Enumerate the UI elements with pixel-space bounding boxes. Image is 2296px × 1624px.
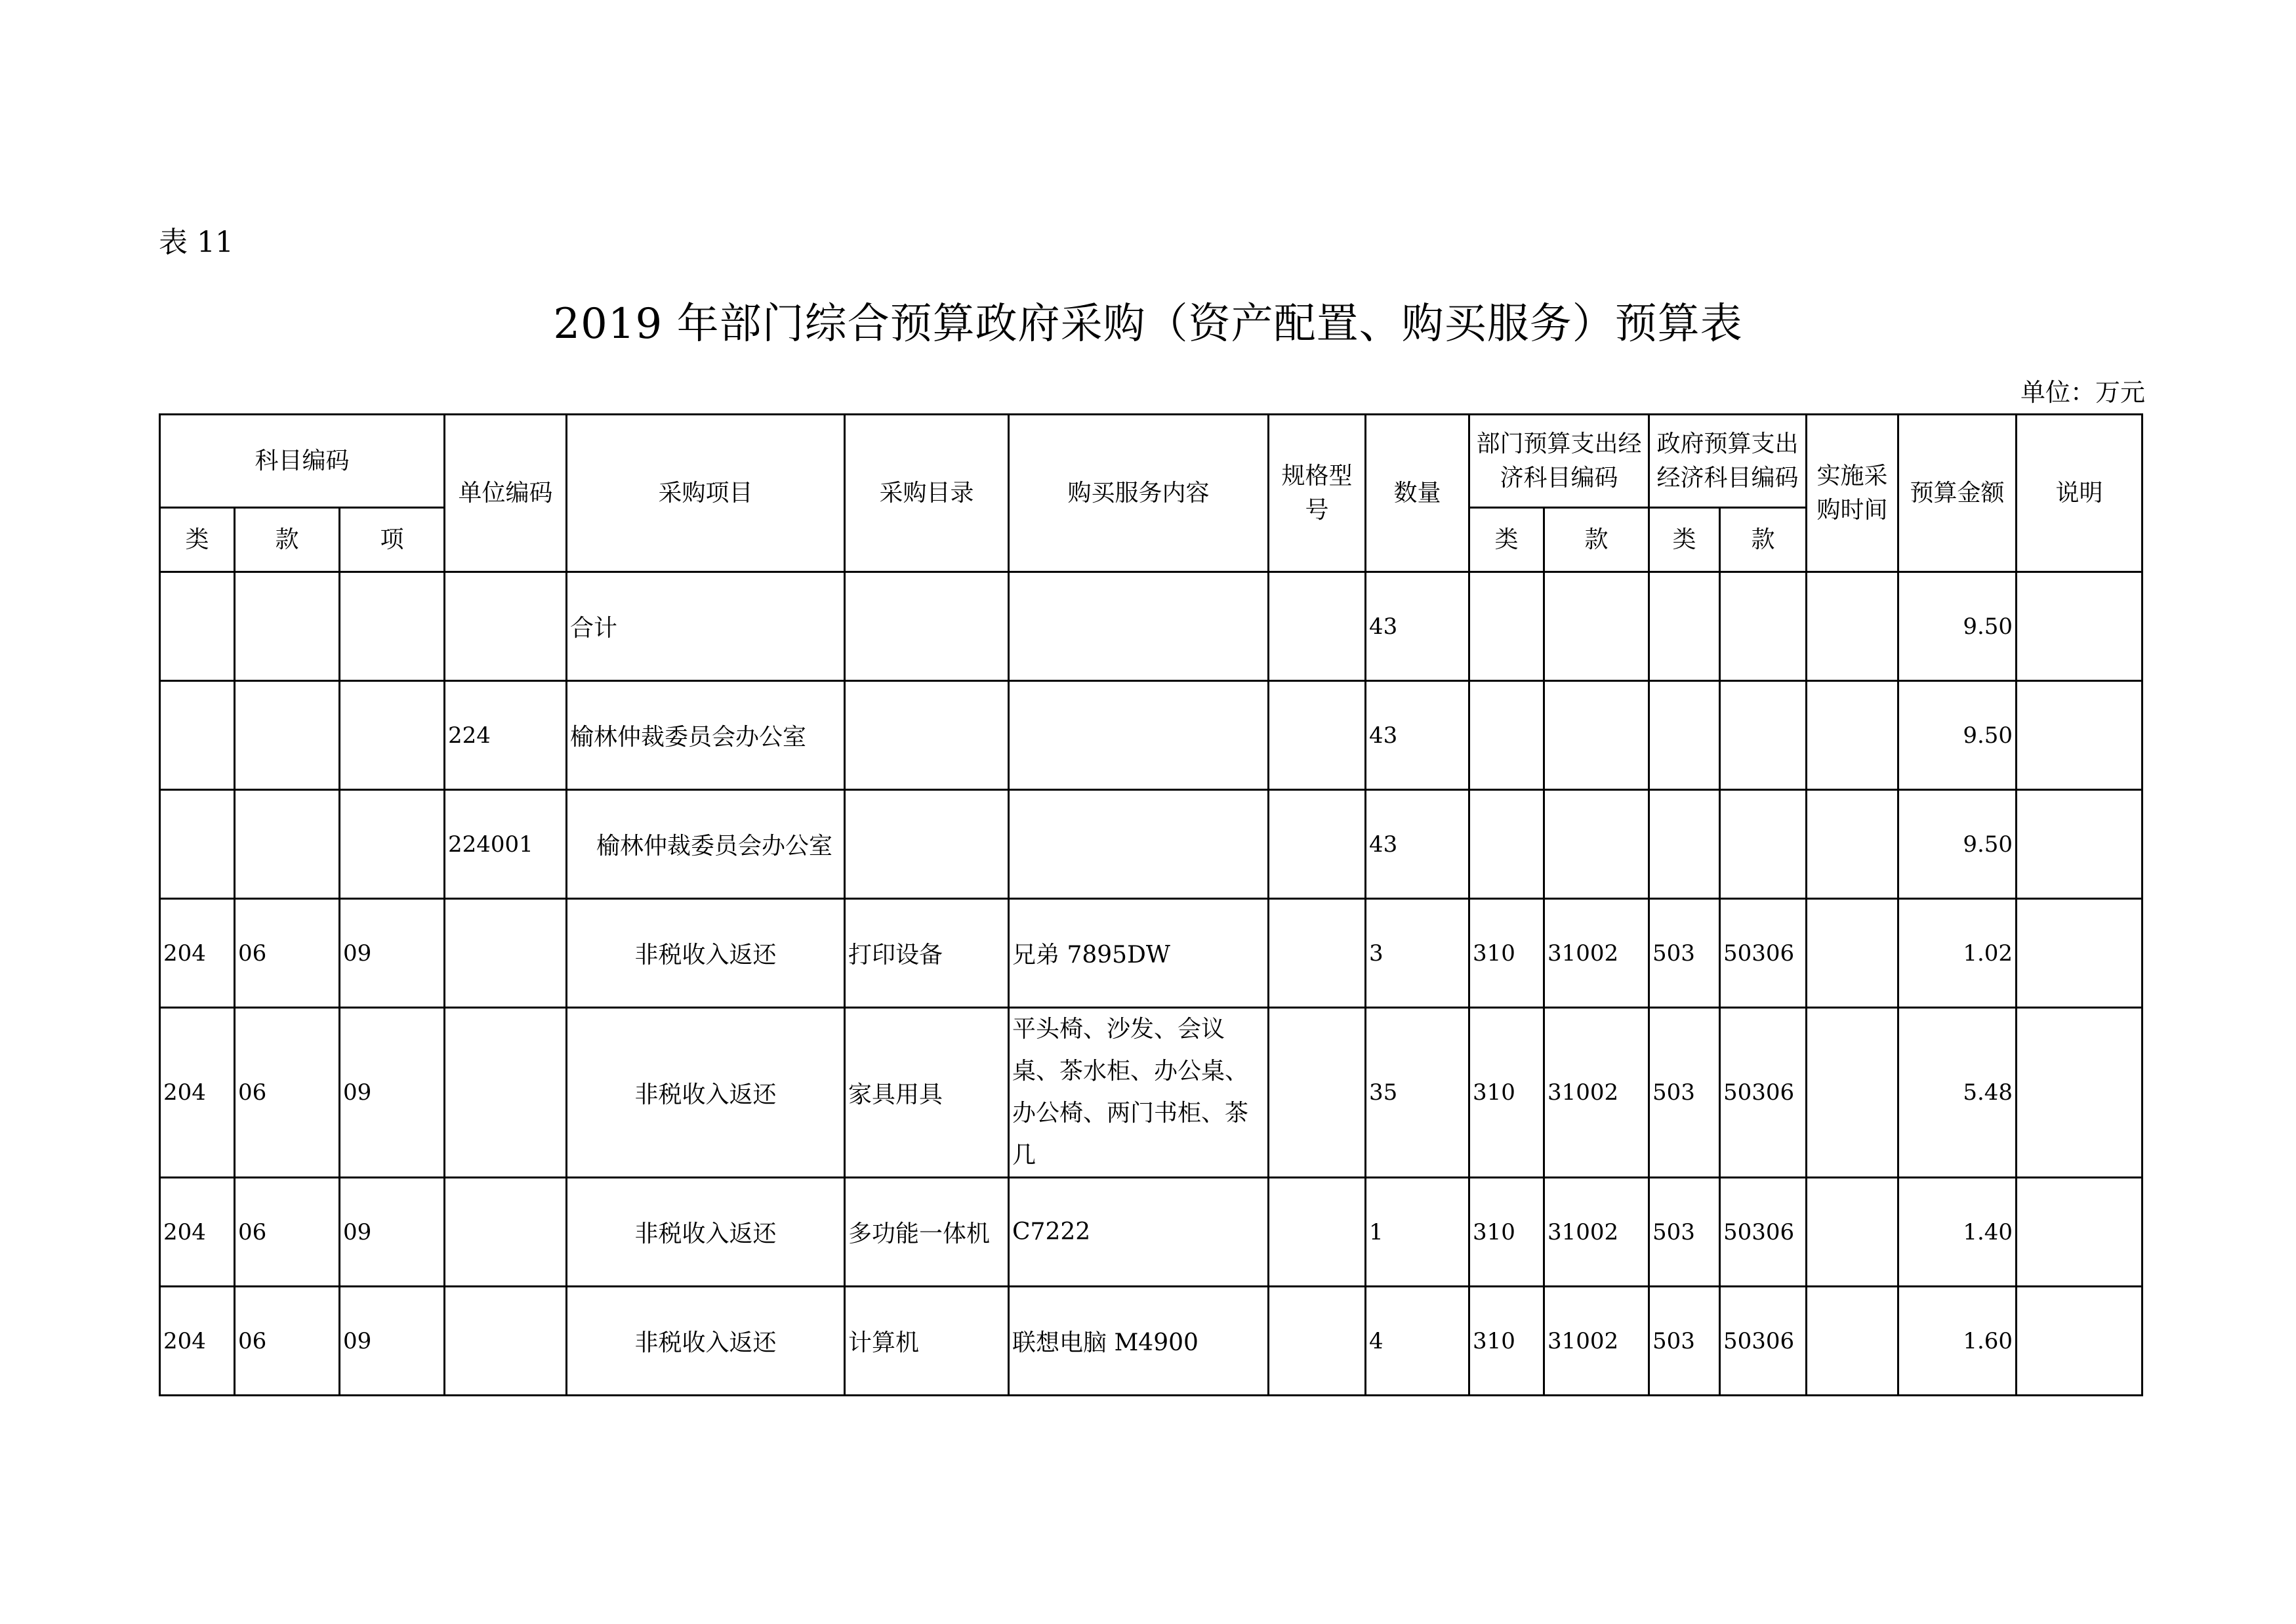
cell-dept-kuan (1544, 681, 1649, 790)
cell-project: 非税收入返还 (567, 1287, 845, 1396)
header-catalog: 采购目录 (845, 415, 1009, 572)
cell-catalog: 计算机 (845, 1287, 1009, 1396)
cell-gov-lei (1649, 572, 1720, 681)
cell-kuan (235, 681, 340, 790)
cell-gov-lei: 503 (1649, 1287, 1720, 1396)
cell-quantity: 43 (1366, 681, 1469, 790)
cell-time (1807, 1178, 1898, 1287)
cell-catalog (845, 790, 1009, 899)
table-row-total (160, 572, 2142, 681)
cell-lei: 204 (160, 899, 235, 1008)
cell-time (1807, 681, 1898, 790)
header-quantity: 数量 (1366, 415, 1469, 572)
unit-note: 单位：万元 (2020, 378, 2145, 407)
cell-note (2017, 1287, 2142, 1396)
cell-service: 平头椅、沙发、会议桌、茶水柜、办公桌、办公椅、两门书柜、茶几 (1009, 1008, 1269, 1178)
cell-time (1807, 572, 1898, 681)
cell-amount: 9.50 (1898, 572, 2017, 681)
cell-dept-kuan: 31002 (1544, 1178, 1649, 1287)
cell-catalog (845, 681, 1009, 790)
cell-lei (160, 681, 235, 790)
cell-kuan: 06 (235, 1178, 340, 1287)
cell-spec (1269, 790, 1366, 899)
cell-service: 兄弟 7895DW (1009, 899, 1269, 1008)
cell-spec (1269, 899, 1366, 1008)
cell-quantity: 35 (1366, 1008, 1469, 1178)
cell-service (1009, 681, 1269, 790)
cell-note (2017, 790, 2142, 899)
cell-dept-lei: 310 (1469, 1008, 1544, 1178)
cell-gov-lei (1649, 681, 1720, 790)
table-row (160, 1008, 2142, 1178)
cell-note (2017, 572, 2142, 681)
header-dept-lei: 类 (1469, 508, 1544, 572)
cell-time (1807, 899, 1898, 1008)
cell-service: C7222 (1009, 1178, 1269, 1287)
cell-unit-code (445, 1178, 567, 1287)
cell-note (2017, 899, 2142, 1008)
cell-catalog: 打印设备 (845, 899, 1009, 1008)
cell-lei: 204 (160, 1008, 235, 1178)
header-kuan: 款 (235, 508, 340, 572)
cell-gov-kuan (1720, 572, 1807, 681)
cell-dept-lei (1469, 572, 1544, 681)
cell-project: 榆林仲裁委员会办公室 (567, 790, 845, 899)
cell-dept-kuan: 31002 (1544, 899, 1649, 1008)
cell-service (1009, 572, 1269, 681)
cell-lei (160, 790, 235, 899)
cell-xiang: 09 (340, 1287, 445, 1396)
cell-catalog: 多功能一体机 (845, 1178, 1009, 1287)
cell-unit-code (445, 899, 567, 1008)
table-row (160, 790, 2142, 899)
header-row-1 (160, 415, 2142, 508)
cell-xiang (340, 572, 445, 681)
cell-xiang: 09 (340, 899, 445, 1008)
cell-dept-kuan: 31002 (1544, 1008, 1649, 1178)
cell-spec (1269, 1008, 1366, 1178)
cell-kuan (235, 572, 340, 681)
cell-amount: 1.60 (1898, 1287, 2017, 1396)
cell-project: 非税收入返还 (567, 1178, 845, 1287)
cell-spec (1269, 572, 1366, 681)
header-gov-kuan: 款 (1720, 508, 1807, 572)
cell-amount: 1.40 (1898, 1178, 2017, 1287)
header-project: 采购项目 (567, 415, 845, 572)
header-subject-code: 科目编码 (160, 415, 445, 508)
cell-gov-lei: 503 (1649, 1008, 1720, 1178)
header-lei: 类 (160, 508, 235, 572)
header-note: 说明 (2017, 415, 2142, 572)
cell-service: 联想电脑 M4900 (1009, 1287, 1269, 1396)
cell-gov-kuan: 50306 (1720, 1287, 1807, 1396)
header-service-content: 购买服务内容 (1009, 415, 1269, 572)
document-title: 2019 年部门综合预算政府采购（资产配置、购买服务）预算表 (553, 300, 1743, 348)
cell-kuan: 06 (235, 1008, 340, 1178)
cell-dept-kuan (1544, 790, 1649, 899)
cell-note (2017, 1008, 2142, 1178)
cell-unit-code: 224001 (445, 790, 567, 899)
cell-unit-code (445, 1008, 567, 1178)
cell-project: 榆林仲裁委员会办公室 (567, 681, 845, 790)
table-row (160, 1178, 2142, 1287)
cell-dept-lei: 310 (1469, 1287, 1544, 1396)
cell-spec (1269, 1178, 1366, 1287)
cell-spec (1269, 1287, 1366, 1396)
header-budget-amount: 预算金额 (1898, 415, 2017, 572)
cell-lei: 204 (160, 1178, 235, 1287)
cell-xiang (340, 681, 445, 790)
cell-time (1807, 1287, 1898, 1396)
cell-catalog (845, 572, 1009, 681)
header-dept-kuan: 款 (1544, 508, 1649, 572)
cell-quantity: 43 (1366, 572, 1469, 681)
header-implementation-time: 实施采购时间 (1807, 415, 1898, 572)
procurement-budget-table (159, 413, 2143, 1396)
cell-gov-kuan (1720, 790, 1807, 899)
cell-amount: 5.48 (1898, 1008, 2017, 1178)
cell-kuan: 06 (235, 899, 340, 1008)
cell-time (1807, 790, 1898, 899)
cell-note (2017, 681, 2142, 790)
cell-dept-lei (1469, 681, 1544, 790)
cell-gov-kuan (1720, 681, 1807, 790)
cell-quantity: 1 (1366, 1178, 1469, 1287)
table-row (160, 1287, 2142, 1396)
cell-kuan: 06 (235, 1287, 340, 1396)
cell-amount: 9.50 (1898, 790, 2017, 899)
cell-project: 非税收入返还 (567, 899, 845, 1008)
cell-gov-lei (1649, 790, 1720, 899)
header-spec: 规格型号 (1269, 415, 1366, 572)
cell-quantity: 4 (1366, 1287, 1469, 1396)
cell-amount: 9.50 (1898, 681, 2017, 790)
header-dept-econ-code: 部门预算支出经济科目编码 (1469, 415, 1649, 508)
cell-gov-kuan: 50306 (1720, 1178, 1807, 1287)
cell-time (1807, 1008, 1898, 1178)
cell-dept-lei: 310 (1469, 899, 1544, 1008)
cell-xiang: 09 (340, 1008, 445, 1178)
cell-lei (160, 572, 235, 681)
cell-gov-kuan: 50306 (1720, 899, 1807, 1008)
table-number-label: 表 11 (159, 226, 234, 259)
cell-quantity: 3 (1366, 899, 1469, 1008)
cell-project: 非税收入返还 (567, 1008, 845, 1178)
header-gov-econ-code: 政府预算支出经济科目编码 (1649, 415, 1807, 508)
cell-dept-kuan (1544, 572, 1649, 681)
cell-dept-lei (1469, 790, 1544, 899)
header-unit-code: 单位编码 (445, 415, 567, 572)
cell-lei: 204 (160, 1287, 235, 1396)
table-row (160, 681, 2142, 790)
cell-xiang: 09 (340, 1178, 445, 1287)
cell-dept-lei: 310 (1469, 1178, 1544, 1287)
cell-gov-kuan: 50306 (1720, 1008, 1807, 1178)
cell-gov-lei: 503 (1649, 899, 1720, 1008)
cell-dept-kuan: 31002 (1544, 1287, 1649, 1396)
cell-amount: 1.02 (1898, 899, 2017, 1008)
cell-kuan (235, 790, 340, 899)
cell-unit-code: 224 (445, 681, 567, 790)
header-gov-lei: 类 (1649, 508, 1720, 572)
cell-gov-lei: 503 (1649, 1178, 1720, 1287)
cell-xiang (340, 790, 445, 899)
cell-catalog: 家具用具 (845, 1008, 1009, 1178)
header-xiang: 项 (340, 508, 445, 572)
cell-project: 合计 (567, 572, 845, 681)
cell-quantity: 43 (1366, 790, 1469, 899)
cell-service (1009, 790, 1269, 899)
table-row (160, 899, 2142, 1008)
cell-note (2017, 1178, 2142, 1287)
cell-spec (1269, 681, 1366, 790)
cell-unit-code (445, 572, 567, 681)
cell-unit-code (445, 1287, 567, 1396)
